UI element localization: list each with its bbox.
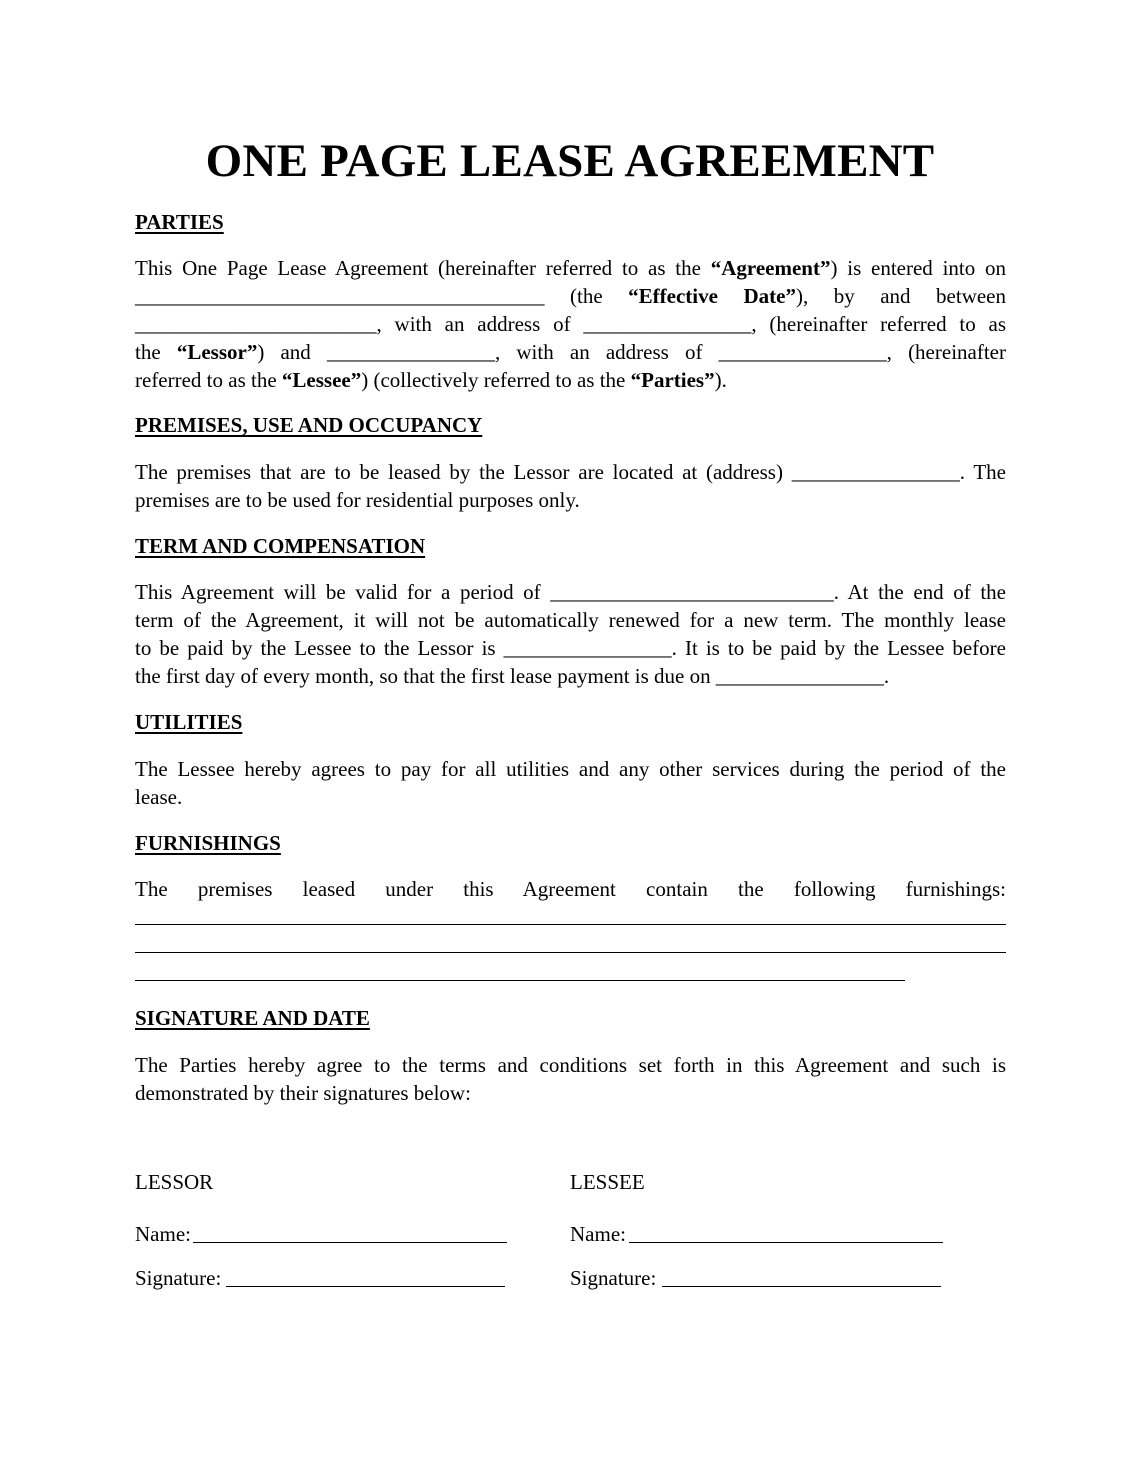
lessee-name-label: Name: [570,1222,626,1246]
furnishings-blank-line-3[interactable] [135,980,905,981]
utilities-line-2: lease. [135,785,183,809]
lessee-label: LESSEE [570,1170,645,1194]
parties-line-4: the “Lessor”) and ________________, with an address of ________________, (hereinafter [135,340,1006,364]
lessee-signature-line[interactable] [662,1286,941,1287]
parties-line-1: This One Page Lease Agreement (hereinafter referred to as the “Agreement”) is entered into on [135,256,1007,280]
premises-line-1: The premises that are to be leased by the Lessor are located at (address) ________________. The [135,460,1006,484]
premises-line-2: premises are to be used for residential purposes only. [135,488,580,512]
lessor-name-field [135,1221,191,1247]
signature-line-2: demonstrated by their signatures below: [135,1081,471,1105]
lessor-signature-field [135,1265,221,1291]
term-line-2: term of the Agreement, it will not be automatically renewed for a new term. The monthly lease [135,608,1006,632]
utilities-line-1: The Lessee hereby agrees to pay for all utilities and any other services during the period of the [135,757,1006,781]
signature-paragraph [135,1051,1006,1107]
signature-line-1: The Parties hereby agree to the terms and conditions set forth in this Agreement and such is [135,1053,1006,1077]
parties-line-2: _______________________________________ (the “Effective Date”), by and between [135,284,1007,308]
effective-date-blank[interactable]: _______________________________________ [135,284,545,308]
lessee-name-line[interactable] [629,1242,943,1243]
term-heading: TERM AND COMPENSATION [135,534,426,558]
furnishings-heading: FURNISHINGS [135,831,281,855]
premises-paragraph [135,458,1006,514]
term-paragraph [135,578,1006,690]
furnishings-blank-line-2[interactable] [135,952,1006,953]
lessee-name-field [570,1221,626,1247]
lessor-signature-line[interactable] [226,1286,505,1287]
lessor-name-line[interactable] [193,1242,507,1243]
lessee-signature-label: Signature: [570,1266,657,1290]
term-line-3: to be paid by the Lessee to the Lessor is ________________. It is to be paid by the Lessee before [135,636,1006,660]
parties-line-5: referred to as the “Lessee”) (collectively referred to as the “Parties”). [135,368,727,392]
utilities-paragraph [135,755,1006,811]
term-line-4: the first day of every month, so that the first lease payment is due on ________________. [135,664,890,688]
lessee-signature-field [570,1265,656,1291]
signature-heading: SIGNATURE AND DATE [135,1006,370,1030]
utilities-heading: UTILITIES [135,710,243,734]
lessor-address-blank[interactable]: ________________ [583,312,752,336]
document-title: ONE PAGE LEASE AGREEMENT [205,135,935,187]
parties-paragraph [135,254,1006,394]
premises-heading: PREMISES, USE AND OCCUPANCY [135,413,483,437]
furnishings-line-1: The premises leased under this Agreement contain the following furnishings: [135,877,1006,901]
parties-heading: PARTIES [135,210,224,234]
lessor-label: LESSOR [135,1170,214,1194]
parties-line-3: _______________________, with an address of ________________, (hereinafter referred to as [135,312,1006,336]
term-line-1: This Agreement will be valid for a period of ___________________________. At the end of the [135,580,1006,604]
lessor-name-blank[interactable]: _______________________ [135,312,377,336]
furnishings-blank-line-1[interactable] [135,924,1006,925]
lessee-address-blank[interactable]: ________________ [718,340,887,364]
furnishings-paragraph [135,875,1006,903]
lessor-name-label: Name: [135,1222,191,1246]
lessee-name-blank[interactable]: ________________ [326,340,495,364]
lessor-signature-label: Signature: [135,1266,222,1290]
